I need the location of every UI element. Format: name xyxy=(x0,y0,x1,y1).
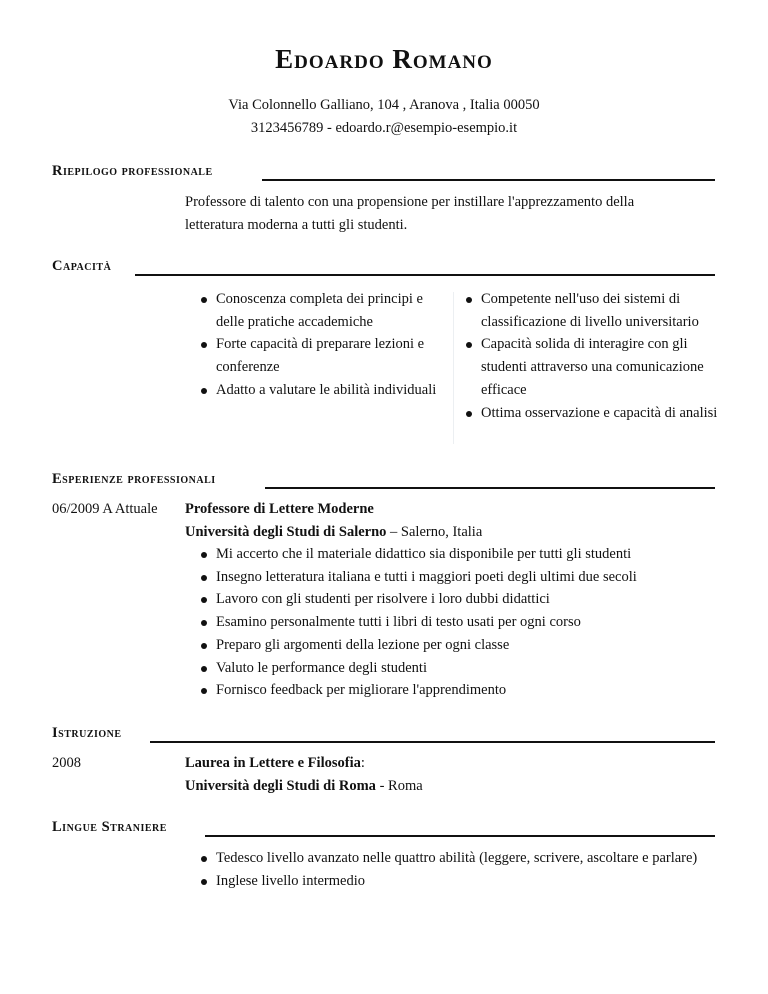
column-divider xyxy=(453,292,454,444)
list-item: Tedesco livello avanzato nelle quattro abilità (leggere, scrivere, ascoltare e parlare) xyxy=(201,847,731,870)
skills-left-list xyxy=(201,288,449,402)
summary-text: Professore di talento con una propensione per instillare l'apprezzamento della letteratura moderna a tutti gli studenti. xyxy=(185,194,635,233)
list-item: Competente nell'uso dei sistemi di classificazione di livello universitario xyxy=(466,288,718,333)
list-item: Esamino personalmente tutti i libri di testo usati per ogni corso xyxy=(201,611,721,634)
list-item: Adatto a valutare le abilità individuali xyxy=(201,379,449,402)
section-title-languages: Lingue Straniere xyxy=(52,819,167,835)
employer-location: – Salerno, Italia xyxy=(386,524,483,540)
list-item: Conoscenza completa dei principi e delle pratiche accademiche xyxy=(201,288,449,333)
section-title-experience: Esperienze professionali xyxy=(52,471,216,487)
languages-list xyxy=(201,847,731,892)
list-item: Lavoro con gli studenti per risolvere i loro dubbi didattici xyxy=(201,588,721,611)
experience-date: 06/2009 A Attuale xyxy=(52,501,158,517)
address: Via Colonnello Galliano, 104 , Aranova , Italia 00050 xyxy=(228,97,540,113)
employer-name: Università degli Studi di Salerno xyxy=(185,524,387,540)
education-date: 2008 xyxy=(52,755,81,771)
phone-email: 3123456789 - edoardo.r@esempio-esempio.it xyxy=(250,120,518,136)
list-item: Valuto le performance degli studenti xyxy=(201,657,721,680)
employer-line xyxy=(185,521,482,544)
section-rule xyxy=(150,741,715,743)
degree-name: Laurea in Lettere e Filosofia xyxy=(185,755,361,771)
experience-bullets xyxy=(201,543,721,702)
list-item: Inglese livello intermedio xyxy=(201,870,731,893)
candidate-name: Edoardo Romano xyxy=(275,44,493,74)
list-item: Preparo gli argomenti della lezione per ogni classe xyxy=(201,634,721,657)
section-rule xyxy=(135,274,715,276)
degree-line: Laurea in Lettere e Filosofia: xyxy=(185,755,365,771)
list-item: Fornisco feedback per migliorare l'apprendimento xyxy=(201,679,721,702)
section-rule xyxy=(265,487,715,489)
list-item: Ottima osservazione e capacità di analisi xyxy=(466,402,718,425)
job-title: Professore di Lettere Moderne xyxy=(185,501,374,517)
skills-right-list xyxy=(466,288,718,424)
section-title-skills: Capacità xyxy=(52,258,112,274)
section-title-education: Istruzione xyxy=(52,725,122,741)
section-title-summary: Riepilogo professionale xyxy=(52,163,213,179)
school-name: Università degli Studi di Roma xyxy=(185,778,376,794)
school-city: - Roma xyxy=(375,778,423,794)
section-rule xyxy=(205,835,715,837)
section-rule xyxy=(262,179,715,181)
school-line xyxy=(185,775,423,798)
list-item: Forte capacità di preparare lezioni e conferenze xyxy=(201,333,449,378)
list-item: Mi accerto che il materiale didattico sia disponibile per tutti gli studenti xyxy=(201,543,721,566)
list-item: Capacità solida di interagire con gli studenti attraverso una comunicazione efficace xyxy=(466,333,718,401)
list-item: Insegno letteratura italiana e tutti i maggiori poeti degli ultimi due secoli xyxy=(201,566,721,589)
